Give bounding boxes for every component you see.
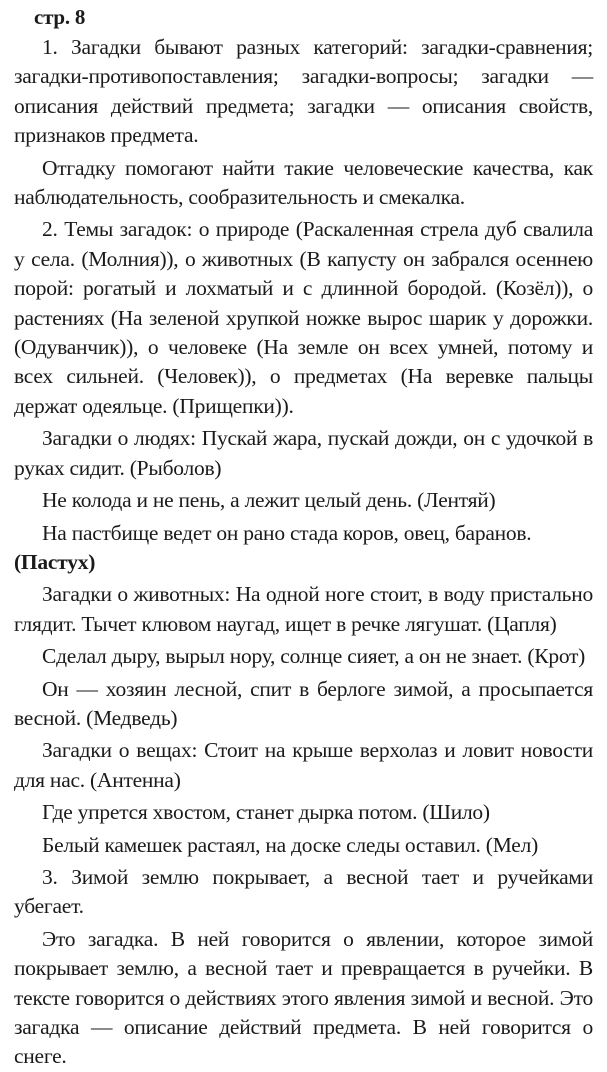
paragraph-qualities: Отгадку помогают найти такие человеческие качества, как наблюдательность, сообразительность и смекалка. (14, 155, 593, 210)
paragraph-riddle-themes: 2. Темы загадок: о природе (Раскаленная стрела дуб свалила у села. (Молния)), о животных (В капусту он забрался осеннею порой: рогатый и лохматый и с длинной бородой. (Козёл)), о растениях (На зеленой хрупкой ножке вырос шарик у дорожки. (Одуванчик)), о человеке (На земле он всех умней, потому и всех сильней. (Человек)), о предметах (На веревке пальцы держат одеяльце. (Прищепки)). (14, 217, 593, 418)
paragraph-riddles-people: Загадки о людях: Пускай жара, пускай дожди, он с удочкой в руках сидит. (Рыболов) (14, 426, 593, 480)
paragraph-riddle-mole: Сделал дыру, вырыл нору, солнце сияет, а он не знает. (Крот) (42, 644, 586, 669)
page-number: стр. 8 (34, 5, 86, 29)
shepherd-answer: (Пастух) (14, 549, 96, 574)
paragraph-riddle-lazybones: Не колода и не пень, а лежит целый день. (Лентяй) (42, 488, 496, 513)
paragraph-snow-explanation: Это загадка. В ней говорится о явлении, которое зимой покрывает землю, а весной тает и превращается в ручейки. В тексте говорится о действиях этого явления зимой и весной. Это загадка — описание действий предмета. В ней говорится о снеге. (14, 926, 593, 1069)
paragraph-riddle-awl: Где упрется хвостом, станет дырка потом. (Шило) (42, 800, 490, 825)
paragraph-riddles-things: Загадки о вещах: Стоит на крыше верхолаз и ловит новости для нас. (Антенна) (14, 738, 593, 792)
paragraph-riddles-animals: Загадки о животных: На одной ноге стоит, в воду пристально глядит. Тычет клювом наугад, ищет в речке лягушат. (Цапля) (14, 582, 593, 636)
paragraph-riddle-categories: 1. Загадки бывают разных категорий: загадки-сравнения; загадки-противопоставления; загадки-вопросы; загадки — описания действий предмета; загадки — описания свойств, признаков предмета. (14, 35, 593, 148)
paragraph-riddle-snow: 3. Зимой землю покрывает, а весной тает и ручейками убегает. (14, 864, 593, 919)
paragraph-riddle-chalk: Белый камешек растаял, на доске следы оставил. (Мел) (42, 832, 538, 857)
paragraph-riddle-shepherd: На пастбище ведет он рано стада коров, овец, баранов. (42, 520, 532, 545)
paragraph-shepherd-answer (14, 548, 593, 577)
paragraph-riddle-bear: Он — хозяин лесной, спит в берлоге зимой, а просыпается весной. (Медведь) (14, 676, 593, 730)
